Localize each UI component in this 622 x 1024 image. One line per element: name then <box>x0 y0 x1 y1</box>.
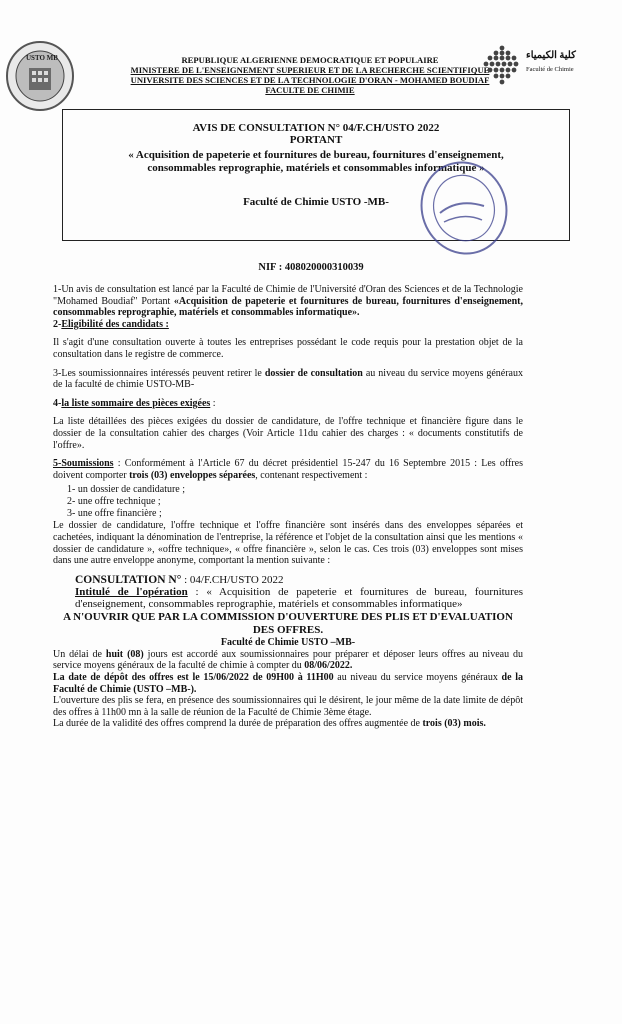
consultation-value: : 04/F.CH/USTO 2022 <box>181 573 284 586</box>
section-4-title: la liste sommaire des pièces exigées <box>61 397 211 409</box>
closing-paragraph-4 <box>53 718 523 730</box>
validity-duration: trois (03) mois. <box>422 718 486 730</box>
object-line-1: « Acquisition de papeterie et fournitures de bureau, fournitures d'enseignement, <box>128 149 504 161</box>
official-stamp <box>418 158 510 258</box>
nif-number: NIF : 408020000310039 <box>258 262 364 273</box>
section-5 <box>53 458 523 481</box>
consultation-block <box>75 575 523 611</box>
list-item: 1- un dossier de candidature ; <box>67 484 186 496</box>
deposit-faculty: de la Faculté de Chimie (USTO –MB-). <box>53 672 523 695</box>
section-5-paragraph: Le dossier de candidature, l'offre technique et l'offre financière sont insérés dans des enveloppes séparées et cachetées, indiquant la dénomination de l'entreprise, la référence et l'objet de la consultation ainsi que les mentions « dossier de candidature », «offre technique», « offre financière », selon le cas. Ces trois (03) enveloppes sont mises dans une autre enveloppe anonyme, comportant la mention suivante : <box>53 520 523 567</box>
portant-label: PORTANT <box>289 134 343 146</box>
header-line-1: REPUBLIQUE ALGERIENNE DEMOCRATIQUE ET POPULAIRE <box>181 55 439 65</box>
section-5-text-2: , contenant respectivement : <box>255 469 368 481</box>
section-2-title: Eligibilité des candidats : <box>61 318 169 330</box>
logo-arabic: كلية الكيمياء <box>526 50 576 61</box>
document-body <box>53 284 523 730</box>
header-block <box>60 55 560 95</box>
closing-text: Un délai de <box>53 648 106 660</box>
closing-text-2: jours est accordé aux soumissionnaires pour préparer et déposer leurs offres au niveau du service moyens généraux de la faculté de chimie à compter du <box>53 648 524 672</box>
section-1 <box>53 284 523 319</box>
section-2-heading <box>53 319 523 331</box>
section-5-bold: trois (03) enveloppes séparées <box>129 469 256 481</box>
header-line-2: MINISTERE DE L'ENSEIGNEMENT SUPERIEUR ET DE LA RECHERCHE SCIENTIFIQUE <box>130 65 490 75</box>
section-5-text: : Conformément à l'Article 67 du décret présidentiel 15-247 du 16 Septembre 2015 : Les offres doivent comporter <box>53 458 523 481</box>
closing-date: 08/06/2022. <box>304 660 353 672</box>
intitule-label: Intitulé de l'opération <box>75 586 188 599</box>
object-line-2: consommables reprographie, matériels et consommables informatique » <box>147 162 485 174</box>
section-4-colon: : <box>210 397 216 409</box>
section-4-heading <box>53 398 523 410</box>
validity-text: La durée de la validité des offres comprend la durée de préparation des offres augmentée de <box>53 718 423 730</box>
section-2-number: 2- <box>53 318 62 330</box>
logo-caption: Faculté de Chimie <box>526 66 574 73</box>
consultation-label: CONSULTATION N° <box>75 573 182 586</box>
consultation-number: AVIS DE CONSULTATION N° 04/F.CH/USTO 2022 <box>192 122 440 134</box>
section-3-suffix: au niveau du service moyens généraux de la faculté de chimie USTO-MB- <box>53 367 523 391</box>
section-4-number: 4- <box>53 397 62 409</box>
closing-paragraph-3: L'ouverture des plis se fera, en présence des soumissionnaires qui le désirent, le jour même de la date limite de dépôt des offres à 11h00 mn à la salle de réunion de la Faculté de Chimie 3ème étage. <box>53 695 523 718</box>
closing-paragraph-1 <box>53 649 523 672</box>
closing-paragraph-2 <box>53 672 523 695</box>
deposit-date: La date de dépôt des offres est le 15/06/2022 de 09H00 à 11H00 <box>53 672 334 684</box>
deposit-location: au niveau du service moyens généraux <box>333 672 502 684</box>
header-line-4: FACULTE DE CHIMIE <box>265 85 355 95</box>
logo-text: USTO MB <box>26 54 58 62</box>
faculty-name: Faculté de Chimie USTO -MB- <box>243 196 389 208</box>
closing-days: huit (08) <box>105 648 144 660</box>
faculty-label: Faculté de Chimie USTO –MB- <box>220 637 356 649</box>
section-3 <box>53 368 523 391</box>
section-3-bold: dossier de consultation <box>264 367 363 379</box>
list-item: 3- une offre financière ; <box>67 508 162 520</box>
opening-warning: A N'OUVRIR QUE PAR LA COMMISSION D'OUVERTURE DES PLIS ET D'EVALUATION DES OFFRES. <box>63 611 513 636</box>
section-4-text: La liste détaillées des pièces exigées du dossier de candidature, de l'offre technique et financière figure dans le dossier de la consultation cahier des charges (Voir Article 11du cahier des charges : « documents constitutifs de l'offre». <box>53 416 523 451</box>
list-item: 2- une offre technique ; <box>67 496 161 508</box>
header-line-3: UNIVERSITE DES SCIENCES ET DE LA TECHNOLOGIE D'ORAN - MOHAMED BOUDIAF <box>130 75 490 85</box>
envelope-list <box>67 484 523 520</box>
section-1-object: «Acquisition de papeterie et fournitures de bureau, fournitures d'enseignement, consommables reprographie, matériels et consommables informatique». <box>53 295 523 319</box>
section-2-text: Il s'agit d'une consultation ouverte à toutes les entreprises possédant le code requis pour la prestation objet de la consultation dans le registre de commerce. <box>53 337 523 360</box>
section-3-text: 3-Les soumissionnaires intéressés peuvent retirer le <box>53 367 265 379</box>
section-5-title: 5-Soumissions <box>53 458 114 470</box>
section-1-text: 1-Un avis de consultation est lancé par la Faculté de Chimie de l'Université d'Oran des Sciences et de la Technologie "Mohamed Boudiaf" Portant <box>53 284 523 307</box>
intitule-text: : « Acquisition de papeterie et fournitures de bureau, fournitures d'enseignement, consommables reprographie, matériels et consommables informatique» <box>75 586 524 611</box>
